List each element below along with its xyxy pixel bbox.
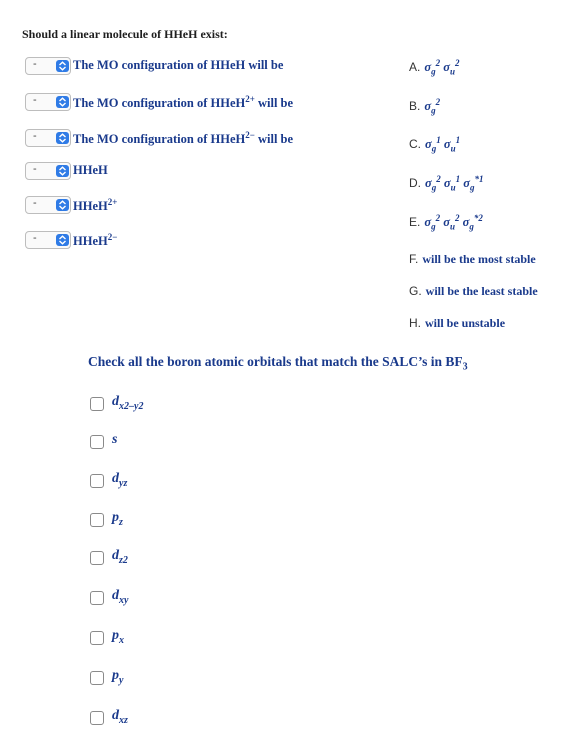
checkbox[interactable] [90,513,104,527]
select-value: - [33,58,37,70]
select-label-5: HHeH$^{2+}$ [73,197,118,214]
option-c: C. $\sigma_g^1$ $\sigma_u^1$ [409,135,461,154]
answer-select-1[interactable] [25,57,71,75]
checkbox[interactable] [90,435,104,449]
option-a: A. $\sigma_g^2$ $\sigma_u^2$ [409,58,460,77]
select-label-6: HHeH$^{2-}$ [73,232,118,249]
select-value: - [33,130,37,142]
select-value: - [33,94,37,106]
answer-select-6[interactable] [25,231,71,249]
orbital-label: $d_{yz}$ [112,471,128,489]
question-heading: Should a linear molecule of HHeH exist: [22,27,228,41]
select-label-4: HHeH [73,163,108,177]
orbital-label: $d_{z2}$ [112,548,128,566]
option-f: F. will be the most stable [409,252,536,266]
checkbox[interactable] [90,711,104,725]
checkbox[interactable] [90,397,104,411]
checkbox[interactable] [90,631,104,645]
answer-select-4[interactable] [25,162,71,180]
select-label-1: The MO configuration of HHeH will be [73,58,284,72]
updown-arrow-icon [56,199,69,211]
orbital-label: $d_{x2-y2}$ [112,394,144,412]
orbital-label: $p_x$ [112,628,124,646]
updown-arrow-icon [56,234,69,246]
answer-select-5[interactable] [25,196,71,214]
orbital-label: $d_{xy}$ [112,588,129,606]
answer-select-2[interactable] [25,93,71,111]
option-b: B. $\sigma_g^2$ [409,97,441,116]
checkbox[interactable] [90,551,104,565]
select-value: - [33,197,37,209]
checkbox[interactable] [90,591,104,605]
orbital-label: $p_z$ [112,510,123,528]
select-label-3: The MO configuration of HHeH$^{2-}$ will be [73,130,294,147]
option-h: H. will be unstable [409,316,506,330]
updown-arrow-icon [56,132,69,144]
checkbox[interactable] [90,671,104,685]
orbital-label: $d_{xz}$ [112,708,128,726]
option-d: D. $\sigma_g^2$ $\sigma_u^1$ $\sigma_g^{*1}$ [409,174,484,193]
updown-arrow-icon [56,96,69,108]
orbital-label: $p_y$ [112,668,124,686]
option-e: E. $\sigma_g^2$ $\sigma_u^2$ $\sigma_g^{*2}$ [409,213,483,232]
select-value: - [33,232,37,244]
question-2-prompt: Check all the boron atomic orbitals that match the SALC’s in $BF_3$ [88,354,468,373]
updown-arrow-icon [56,165,69,177]
select-value: - [33,163,37,175]
option-g: G. will be the least stable [409,284,538,298]
updown-arrow-icon [56,60,69,72]
answer-select-3[interactable] [25,129,71,147]
checkbox[interactable] [90,474,104,488]
orbital-label: s [112,432,118,447]
select-label-2: The MO configuration of HHeH$^{2+}$ will be [73,94,294,111]
